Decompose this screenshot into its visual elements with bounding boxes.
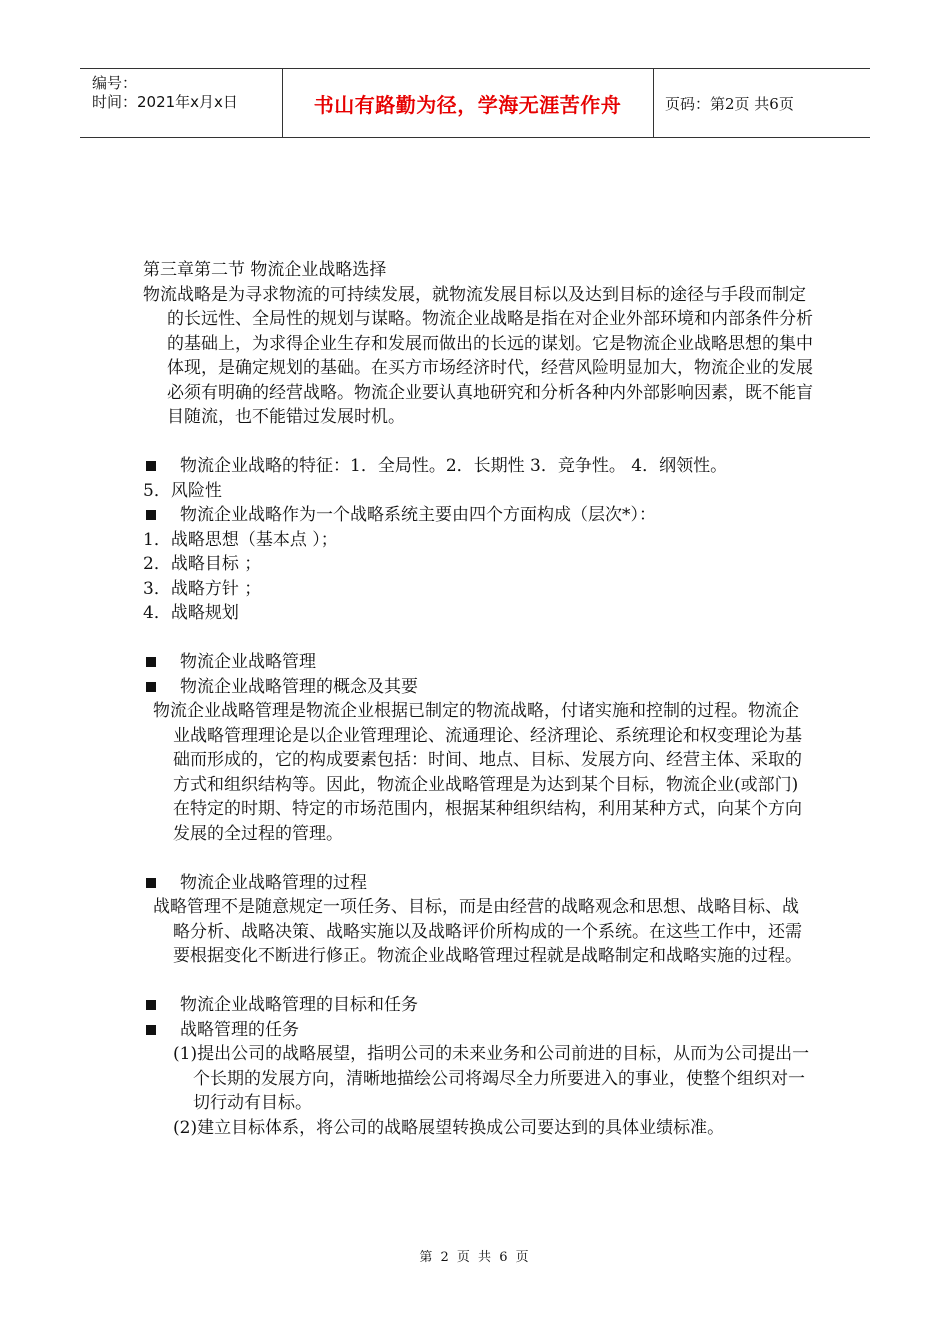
task-item-2: (2)建立目标体系，将公司的战略展望转换成公司要达到的具体业绩标准。 xyxy=(173,1117,725,1138)
structure-text: 物流企业战略作为一个战略系统主要由四个方面构成（层次*）： xyxy=(180,505,656,525)
features-text: 物流企业战略的特征：1．全局性。2．长期性 3．竞争性。 4．纲领性。 xyxy=(180,456,728,476)
page-footer: 第 2 页 共 6 页 xyxy=(419,1250,531,1265)
header-motto: 书山有路勤为径，学海无涯苦作舟 xyxy=(313,92,622,117)
features-continued: 5．风险性 xyxy=(143,480,222,501)
header-meta-cell xyxy=(80,69,283,137)
bullet-item xyxy=(143,503,815,528)
square-bullet-icon xyxy=(146,1000,156,1010)
process-heading: 物流企业战略管理的过程 xyxy=(180,872,367,893)
chapter-title: 第三章第二节 物流企业战略选择 xyxy=(143,260,387,280)
code-label: 编号： xyxy=(92,74,138,92)
list-item: 4．战略规划 xyxy=(143,603,239,623)
document-body xyxy=(143,258,815,1140)
list-item: 2．战略目标 ； xyxy=(143,554,262,574)
square-bullet-icon xyxy=(146,878,156,888)
bullet-item xyxy=(143,1018,815,1043)
bullet-item xyxy=(143,650,815,675)
square-bullet-icon xyxy=(146,461,156,471)
bullet-item xyxy=(143,454,815,479)
square-bullet-icon xyxy=(146,1025,156,1035)
square-bullet-icon xyxy=(146,510,156,520)
list-item: 3．战略方针 ； xyxy=(143,578,262,599)
bullet-item xyxy=(143,993,815,1018)
bullet-item xyxy=(143,871,815,896)
date-label: 时间：2021年x月x日 xyxy=(92,93,238,111)
square-bullet-icon xyxy=(146,682,156,692)
square-bullet-icon xyxy=(146,657,156,667)
process-paragraph: 战略管理不是随意规定一项任务、目标，而是由经营的战略观念和思想、战略目标、战略分析、战略决策、战略实施以及战略评价所构成的一个系统。在这些工作中，还需要根据变化不断进行修正。物流企业战略管理过程就是战略制定和战略实施的过程。 xyxy=(153,897,802,966)
header-page-label: 页码：第2页 共6页 xyxy=(653,69,870,137)
mgmt-heading: 物流企业战略管理 xyxy=(180,652,316,672)
intro-paragraph: 物流战略是为寻求物流的可持续发展，就物流发展目标以及达到目标的途径与手段而制定的长远性、全局性的规划与谋略。物流企业战略是指在对企业外部环境和内部条件分析的基础上，为求得企业生存和发展而做出的长远的谋划。它是物流企业战略思想的集中体现，是确定规划的基础。在买方市场经济时代，经营风险明显加大，物流企业的发展必须有明确的经营战略。物流企业要认真地研究和分析各种内外部影响因素，既不能盲目随流，也不能错过发展时机。 xyxy=(143,284,813,427)
tasks-heading: 战略管理的任务 xyxy=(180,1019,299,1040)
goals-heading: 物流企业战略管理的目标和任务 xyxy=(180,995,418,1015)
concept-paragraph: 物流企业战略管理是物流企业根据已制定的物流战略，付诸实施和控制的过程。物流企业战略管理理论是以企业管理理论、流通理论、经济理论、系统理论和权变理论为基础而形成的，它的构成要素包括：时间、地点、目标、发展方向、经营主体、采取的方式和组织结构等。因此，物流企业战略管理是为达到某个目标，物流企业(或部门)在特定的时期、特定的市场范围内，根据某种组织结构，利用某种方式，向某个方向发展的全过程的管理。 xyxy=(153,701,802,844)
page-header xyxy=(80,68,870,138)
task-item-1: (1)提出公司的战略展望，指明公司的未来业务和公司前进的目标，从而为公司提出一个长期的发展方向，清晰地描绘公司将竭尽全力所要进入的事业，使整个组织对一切行动有目标。 xyxy=(173,1044,810,1113)
list-item: 1．战略思想（基本点 ）； xyxy=(143,529,338,550)
bullet-item xyxy=(143,675,815,700)
concept-heading: 物流企业战略管理的概念及其要 xyxy=(180,676,418,697)
